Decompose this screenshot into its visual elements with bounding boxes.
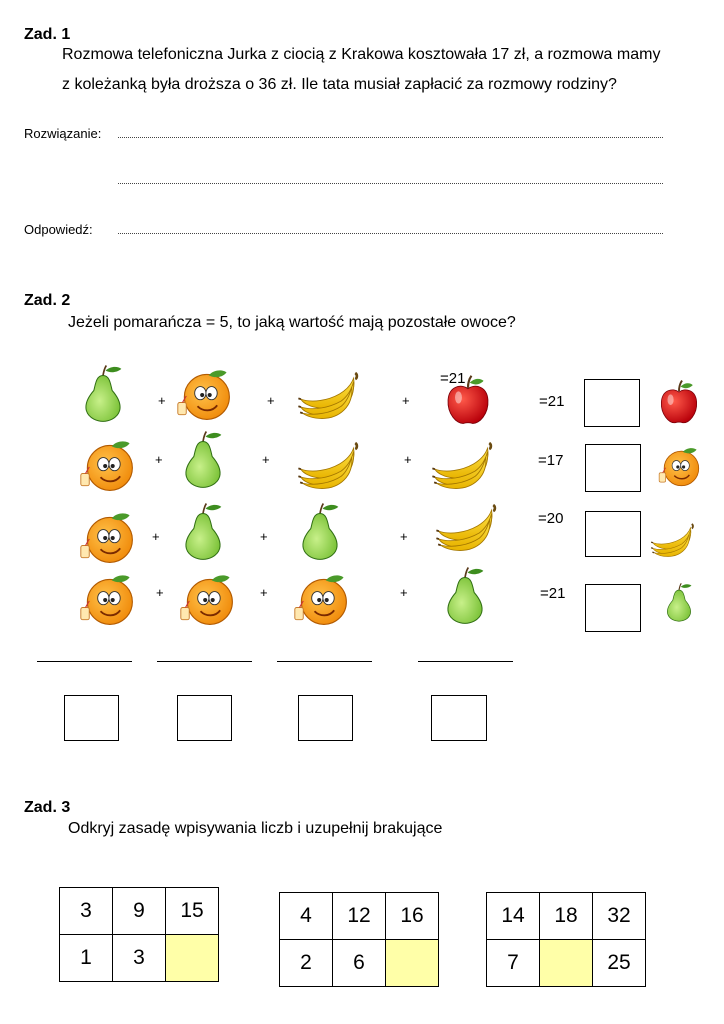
- plus-sign: +: [400, 585, 408, 600]
- number-grid-3: [486, 892, 646, 987]
- row4-answer-box[interactable]: [585, 584, 641, 632]
- fruit-value-box[interactable]: [298, 695, 353, 741]
- grid-cell: 1: [60, 935, 113, 982]
- row2-result: =17: [538, 452, 564, 469]
- fruit-answer-line[interactable]: [37, 661, 132, 662]
- plus-sign: +: [158, 393, 166, 408]
- orange-icon: [76, 508, 140, 568]
- pear-icon: [78, 358, 128, 428]
- banana-icon: [432, 498, 502, 554]
- grid-cell: 14: [487, 893, 540, 940]
- row1-answer-box[interactable]: [584, 379, 640, 427]
- task3-title: Zad. 3: [24, 799, 71, 816]
- task1-line1: Rozmowa telefoniczna Jurka z ciocią z Krakowa kosztowała 17 zł, a rozmowa mamy: [62, 46, 661, 63]
- plus-sign: +: [262, 452, 270, 467]
- fruit-answer-line[interactable]: [157, 661, 252, 662]
- plus-sign: +: [267, 393, 275, 408]
- solution-line-1[interactable]: [118, 137, 663, 138]
- grid-cell: 25: [593, 940, 646, 987]
- plus-sign: +: [155, 452, 163, 467]
- task2-title: Zad. 2: [24, 292, 71, 309]
- grid-cell: 12: [333, 893, 386, 940]
- task1-title: Zad. 1: [24, 26, 71, 43]
- pear-icon: [662, 578, 696, 626]
- plus-sign: +: [152, 529, 160, 544]
- row3-result: =20: [538, 510, 564, 527]
- fruit-answer-line[interactable]: [277, 661, 372, 662]
- banana-icon: [428, 436, 498, 492]
- grid-cell: 6: [333, 940, 386, 987]
- fruit-value-box[interactable]: [64, 695, 119, 741]
- plus-sign: +: [402, 393, 410, 408]
- number-grid-2: [279, 892, 439, 987]
- orange-icon: [176, 570, 240, 630]
- apple-icon: [656, 379, 702, 425]
- fruit-value-box[interactable]: [177, 695, 232, 741]
- pear-icon: [440, 560, 490, 630]
- orange-icon: [656, 444, 704, 490]
- pear-icon: [178, 424, 228, 494]
- grid-cell: 3: [60, 888, 113, 935]
- fruit-answer-line[interactable]: [418, 661, 513, 662]
- grid-cell: 9: [113, 888, 166, 935]
- plus-sign: +: [400, 529, 408, 544]
- task3-instruction: Odkryj zasadę wpisywania liczb i uzupełnij brakujące: [68, 820, 443, 837]
- plus-sign: +: [404, 452, 412, 467]
- task1-line2: z koleżanką była droższa o 36 zł. Ile tata musiał zapłacić za rozmowy rodziny?: [62, 76, 617, 93]
- row3-answer-box[interactable]: [585, 511, 641, 557]
- missing-number-cell[interactable]: [386, 940, 439, 987]
- pear-icon: [178, 496, 228, 566]
- plus-sign: +: [260, 585, 268, 600]
- row4-result: =21: [540, 585, 566, 602]
- solution-line-2[interactable]: [118, 183, 663, 184]
- orange-icon: [290, 570, 354, 630]
- orange-icon: [76, 570, 140, 630]
- orange-icon: [173, 365, 237, 425]
- fruit-value-box[interactable]: [431, 695, 487, 741]
- plus-sign: +: [156, 585, 164, 600]
- plus-sign: +: [260, 529, 268, 544]
- answer-label: Odpowiedź:: [24, 222, 93, 237]
- task2-question: Jeżeli pomarańcza = 5, to jaką wartość mają pozostałe owoce?: [68, 314, 516, 331]
- row2-answer-box[interactable]: [585, 444, 641, 492]
- number-grid-1: [59, 887, 219, 982]
- grid-cell: 4: [280, 893, 333, 940]
- missing-number-cell[interactable]: [166, 935, 219, 982]
- missing-number-cell[interactable]: [540, 940, 593, 987]
- row1-result: =21: [539, 393, 565, 410]
- apple-overlay-label: =21: [440, 370, 466, 387]
- grid-cell: 7: [487, 940, 540, 987]
- banana-icon: [294, 436, 364, 492]
- grid-cell: 2: [280, 940, 333, 987]
- answer-line[interactable]: [118, 233, 663, 234]
- grid-cell: 3: [113, 935, 166, 982]
- banana-icon: [294, 366, 364, 422]
- orange-icon: [76, 436, 140, 496]
- grid-cell: 15: [166, 888, 219, 935]
- grid-cell: 18: [540, 893, 593, 940]
- banana-icon: [648, 518, 698, 560]
- grid-cell: 32: [593, 893, 646, 940]
- solution-label: Rozwiązanie:: [24, 126, 102, 141]
- pear-icon: [295, 496, 345, 566]
- grid-cell: 16: [386, 893, 439, 940]
